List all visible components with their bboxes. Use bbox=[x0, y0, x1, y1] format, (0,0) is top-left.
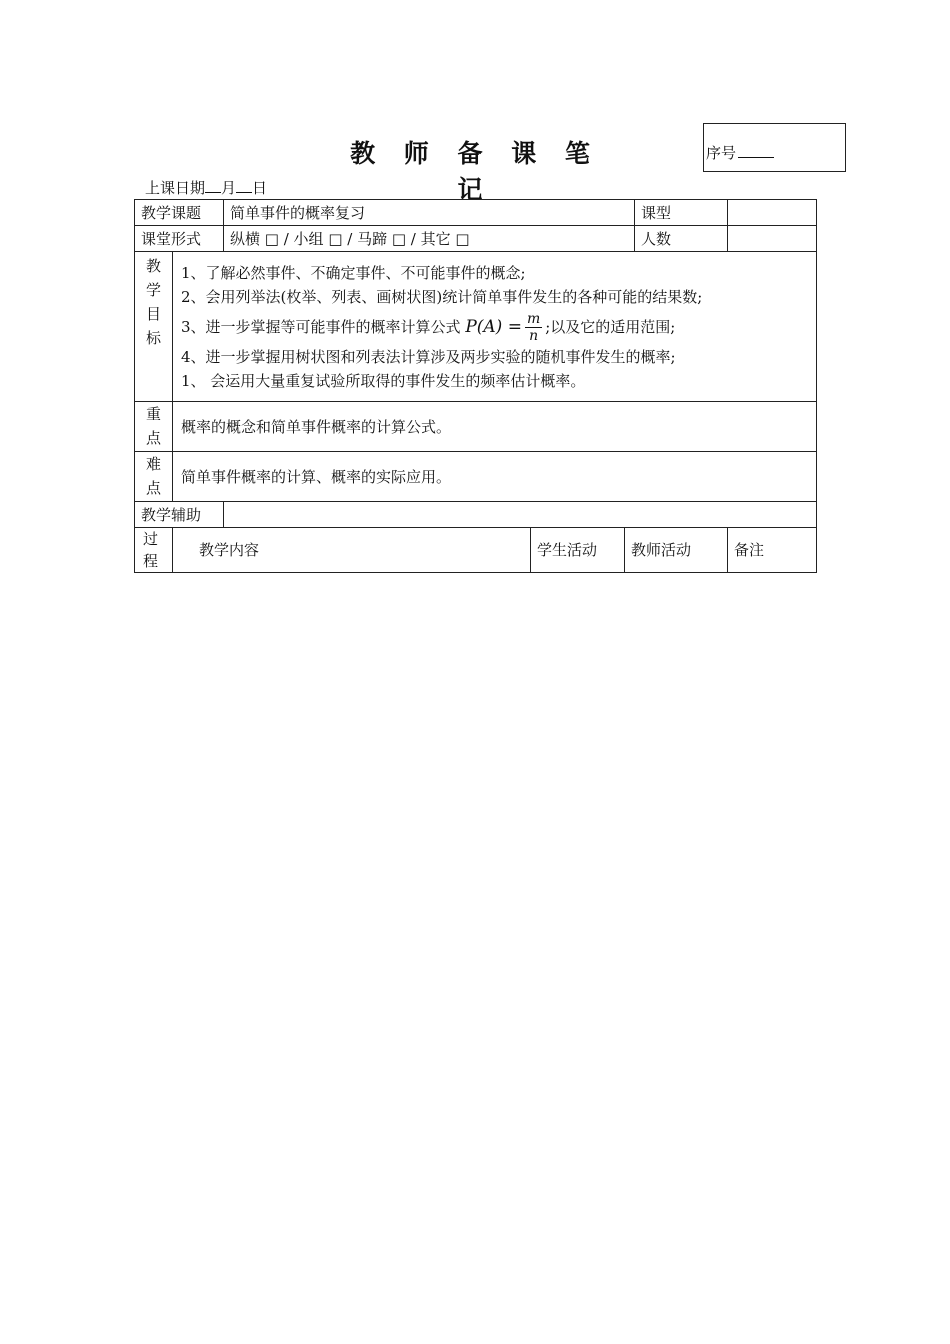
topic-label: 教学课题 bbox=[135, 200, 224, 226]
student-count-value[interactable] bbox=[728, 226, 817, 252]
lesson-type-label: 课型 bbox=[635, 200, 728, 226]
content-header: 教学内容 bbox=[173, 528, 531, 573]
goals-label bbox=[135, 252, 173, 402]
class-date-label: 上课日期 bbox=[145, 179, 206, 197]
class-form-row bbox=[135, 226, 817, 252]
month-blank[interactable] bbox=[205, 179, 221, 193]
fraction-numerator: m bbox=[526, 311, 541, 327]
topic-row bbox=[135, 200, 817, 226]
document-title: 教 师 备 课 笔 记 bbox=[350, 139, 600, 204]
goal-item: 1、 会运用大量重复试验所取得的事件发生的频率估计概率。 bbox=[181, 371, 586, 390]
difficulty-label bbox=[135, 452, 173, 502]
probability-fraction bbox=[525, 311, 542, 344]
month-label: 月 bbox=[221, 179, 237, 197]
serial-number-field[interactable] bbox=[706, 142, 774, 163]
goals-content bbox=[173, 252, 817, 402]
goals-label-char: 学 bbox=[145, 281, 161, 299]
aids-value[interactable] bbox=[224, 502, 817, 528]
teacher-activity-header: 教师活动 bbox=[625, 528, 728, 573]
aids-label: 教学辅助 bbox=[135, 502, 224, 528]
fraction-denominator: n bbox=[529, 328, 539, 344]
goals-label-char: 教 bbox=[145, 257, 161, 275]
key-point-row bbox=[135, 402, 817, 452]
goal-item: 2、会用列举法(枚举、列表、画树状图)统计简单事件发生的各种可能的结果数; bbox=[181, 287, 703, 306]
lesson-plan-table bbox=[134, 199, 817, 573]
key-point-label-char: 重 bbox=[145, 405, 161, 423]
serial-number-blank[interactable] bbox=[738, 143, 774, 158]
class-date-line bbox=[145, 177, 267, 198]
goal-item: 1、了解必然事件、不确定事件、不可能事件的概念; bbox=[181, 263, 526, 282]
goals-label-char: 标 bbox=[145, 329, 161, 347]
goal-item: 4、进一步掌握用树状图和列表法计算涉及两步实验的随机事件发生的概率; bbox=[181, 347, 676, 366]
topic-value[interactable]: 简单事件的概率复习 bbox=[224, 200, 635, 226]
key-point-label-char: 点 bbox=[145, 429, 161, 447]
difficulty-row bbox=[135, 452, 817, 502]
notes-header: 备注 bbox=[728, 528, 817, 573]
lesson-type-value[interactable] bbox=[728, 200, 817, 226]
key-point-label bbox=[135, 402, 173, 452]
formula-tail: ;以及它的适用范围; bbox=[545, 317, 676, 336]
class-form-options[interactable]: 纵横 □ / 小组 □ / 马蹄 □ / 其它 □ bbox=[224, 226, 635, 252]
student-activity-header: 学生活动 bbox=[531, 528, 625, 573]
student-count-label: 人数 bbox=[635, 226, 728, 252]
difficulty-label-char: 点 bbox=[145, 479, 161, 497]
class-form-label: 课堂形式 bbox=[135, 226, 224, 252]
day-label: 日 bbox=[252, 179, 268, 197]
serial-number-label: 序号 bbox=[706, 144, 737, 162]
serial-number-box bbox=[703, 123, 846, 172]
goals-label-char: 目 bbox=[145, 305, 161, 323]
goals-row bbox=[135, 252, 817, 402]
key-point-value[interactable]: 概率的概念和简单事件概率的计算公式。 bbox=[173, 402, 817, 452]
difficulty-value[interactable]: 简单事件概率的计算、概率的实际应用。 bbox=[173, 452, 817, 502]
difficulty-label-char: 难 bbox=[145, 455, 161, 473]
process-header-row bbox=[135, 528, 817, 573]
goal-item-formula bbox=[181, 309, 810, 345]
day-blank[interactable] bbox=[236, 179, 252, 193]
goal-item: 3、进一步掌握等可能事件的概率计算公式 bbox=[181, 317, 461, 336]
process-header: 过程 bbox=[135, 528, 173, 573]
probability-formula-lhs: P(A) = bbox=[465, 316, 522, 337]
aids-row bbox=[135, 502, 817, 528]
